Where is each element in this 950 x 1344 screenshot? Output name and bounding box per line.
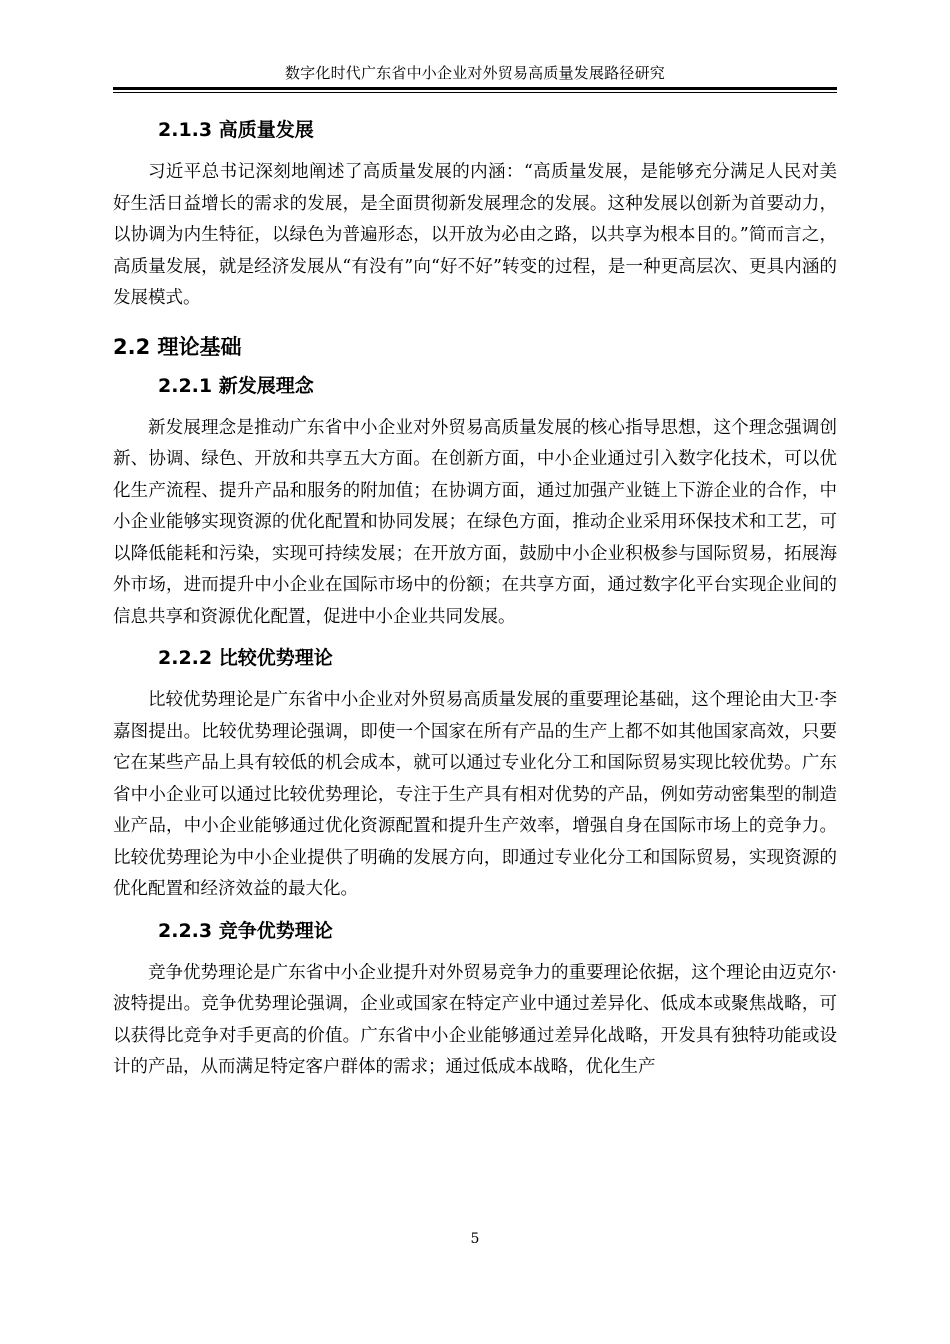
- header-rule-thin: [113, 92, 837, 93]
- paragraph-2-2-2: 比较优势理论是广东省中小企业对外贸易高质量发展的重要理论基础，这个理论由大卫·李嘉图提出。比较优势理论强调，即使一个国家在所有产品的生产上都不如其他国家高效，只要它在某些产品上具有较低的机会成本，就可以通过专业化分工和国际贸易实现比较优势。广东省中小企业可以通过比较优势理论，专注于生产具有相对优势的产品，例如劳动密集型的制造业产品，中小企业能够通过优化资源配置和提升生产效率，增强自身在国际市场上的竞争力。比较优势理论为中小企业提供了明确的发展方向，即通过专业化分工和国际贸易，实现资源的优化配置和经济效益的最大化。: [113, 690, 837, 899]
- header-rule-thick: [113, 87, 837, 90]
- heading-2-1-3: 2.1.3 高质量发展: [158, 119, 314, 141]
- heading-2-2-3: 2.2.3 竞争优势理论: [158, 919, 333, 942]
- heading-2-2-1: 2.2.1 新发展理念: [158, 374, 314, 397]
- paragraph-2-1-3: 习近平总书记深刻地阐述了高质量发展的内涵：“高质量发展，是能够充分满足人民对美好生活日益增长的需求的发展，是全面贯彻新发展理念的发展。这种发展以创新为首要动力，以协调为内生特征，以绿色为普遍形态，以开放为必由之路，以共享为根本目的。”简而言之，高质量发展，就是经济发展从“有没有”向“好不好”转变的过程，是一种更高层次、更具内涵的发展模式。: [113, 162, 837, 308]
- body-content: [113, 107, 837, 1084]
- heading-2-2: 2.2 理论基础: [113, 334, 242, 359]
- paragraph-2-2-1: 新发展理念是推动广东省中小企业对外贸易高质量发展的核心指导思想，这个理念强调创新、协调、绿色、开放和共享五大方面。在创新方面，中小企业通过引入数字化技术，可以优化生产流程、提升产品和服务的附加值；在协调方面，通过加强产业链上下游企业的合作，中小企业能够实现资源的优化配置和协同发展；在绿色方面，推动企业采用环保技术和工艺，可以降低能耗和污染，实现可持续发展；在开放方面，鼓励中小企业积极参与国际贸易，拓展海外市场，进而提升中小企业在国际市场中的份额；在共享方面，通过数字化平台实现企业间的信息共享和资源优化配置，促进中小企业共同发展。: [113, 417, 837, 627]
- heading-2-2-2: 2.2.2 比较优势理论: [158, 647, 333, 669]
- running-header: 数字化时代广东省中小企业对外贸易高质量发展路径研究: [284, 64, 665, 82]
- paragraph-2-2-3: 竞争优势理论是广东省中小企业提升对外贸易竞争力的重要理论依据，这个理论由迈克尔·波特提出。竞争优势理论强调，企业或国家在特定产业中通过差异化、低成本或聚焦战略，可以获得比竞争对手更高的价值。广东省中小企业能够通过差异化战略，开发具有独特功能或设计的产品，从而满足特定客户群体的需求；通过低成本战略，优化生产: [113, 962, 837, 1077]
- page-number: 5: [470, 1231, 480, 1247]
